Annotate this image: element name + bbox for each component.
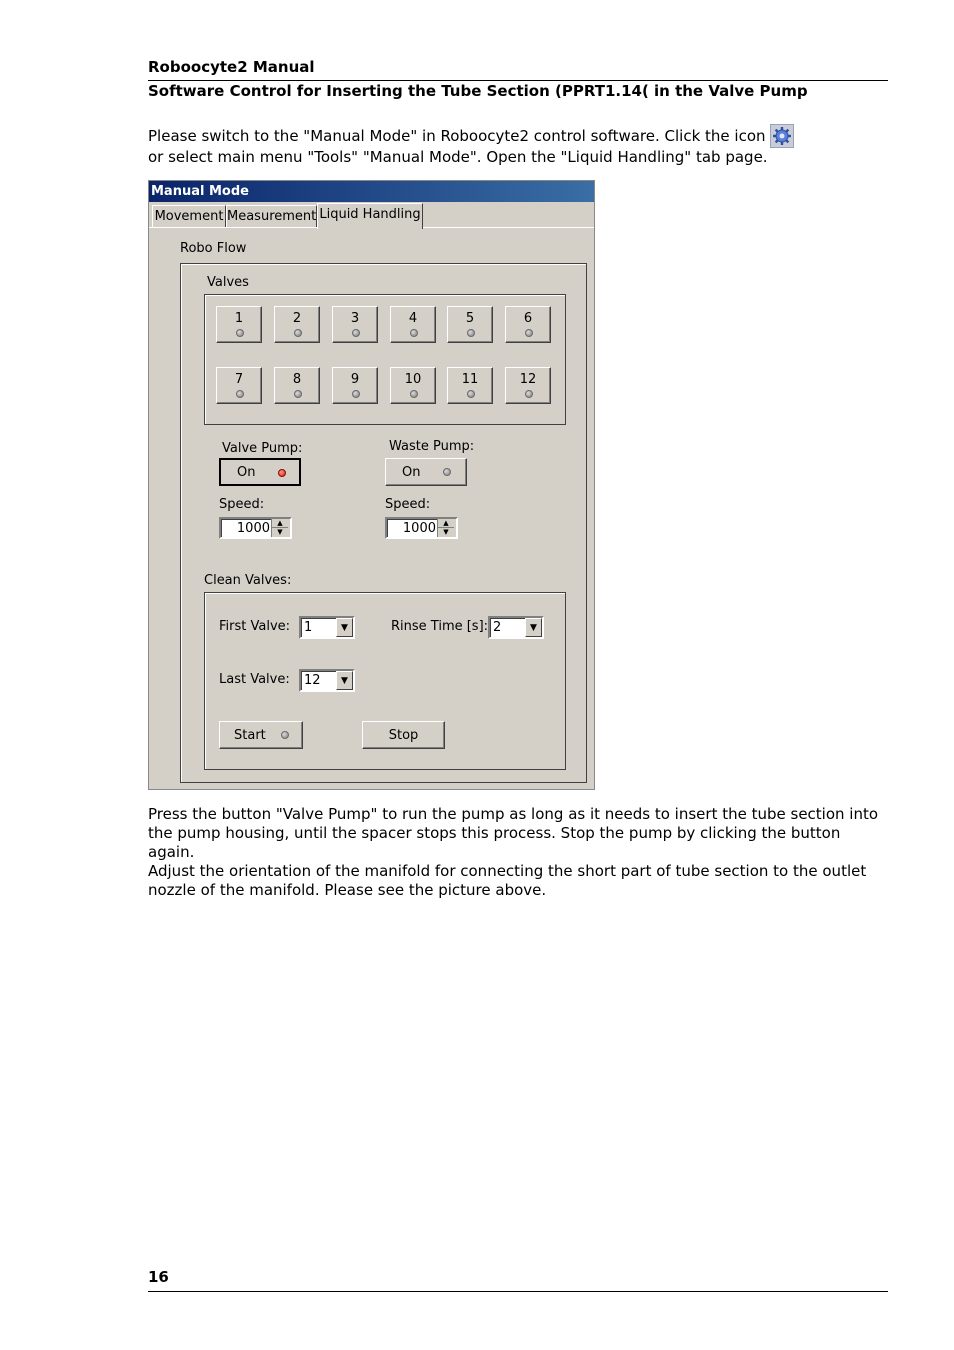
valve-led-icon xyxy=(294,390,302,398)
spin-down-icon[interactable]: ▼ xyxy=(443,528,449,536)
instructions-line-3: Adjust the orientation of the manifold for connecting the short part of tube section to the outlet xyxy=(148,862,867,880)
valve-button-7[interactable] xyxy=(216,367,262,404)
spin-up-icon[interactable]: ▲ xyxy=(438,519,454,528)
start-led-icon xyxy=(281,731,289,739)
valve-led-icon xyxy=(467,329,475,337)
stop-button[interactable] xyxy=(362,721,445,749)
header-rule xyxy=(148,80,888,81)
valves-label: Valves xyxy=(207,275,249,290)
spin-up-icon[interactable]: ▲ xyxy=(272,519,288,528)
valve-button-12[interactable] xyxy=(505,367,551,404)
valve-number: 1 xyxy=(234,311,244,326)
valve-led-icon xyxy=(352,329,360,337)
intro-line-2: or select main menu "Tools" "Manual Mode". Open the "Liquid Handling" tab page. xyxy=(148,148,768,166)
valve-pump-speed-label: Speed: xyxy=(219,497,265,512)
valve-pump-button[interactable] xyxy=(219,458,301,486)
stop-button-label: Stop xyxy=(388,727,419,743)
chevron-down-icon[interactable]: ▼ xyxy=(336,618,353,637)
valve-button-11[interactable] xyxy=(447,367,493,404)
valve-led-icon xyxy=(294,329,302,337)
section-title: Software Control for Inserting the Tube Section (PPRT1.14( in the Valve Pump xyxy=(148,82,808,100)
valve-button-2[interactable] xyxy=(274,306,320,343)
valve-number: 2 xyxy=(292,311,302,326)
start-button[interactable] xyxy=(219,721,303,749)
spin-down-icon[interactable]: ▼ xyxy=(277,528,283,536)
valve-pump-led-icon xyxy=(278,469,286,477)
instructions-paragraph xyxy=(148,805,888,900)
instructions-line-2: the pump housing, until the spacer stops this process. Stop the pump by clicking the button again. xyxy=(148,824,841,861)
valve-pump-button-label: On xyxy=(237,464,256,480)
last-valve-select[interactable] xyxy=(299,669,355,692)
valve-button-4[interactable] xyxy=(390,306,436,343)
clean-valves-label: Clean Valves: xyxy=(204,573,292,588)
manual-mode-gear-icon xyxy=(770,124,794,148)
valve-number: 4 xyxy=(408,311,418,326)
instructions-line-1: Press the button "Valve Pump" to run the pump as long as it needs to insert the tube section into xyxy=(148,805,879,823)
valve-number: 7 xyxy=(234,372,244,387)
footer-rule xyxy=(148,1291,888,1292)
valve-led-icon xyxy=(467,390,475,398)
chevron-down-icon[interactable]: ▼ xyxy=(525,618,542,637)
page-number: 16 xyxy=(148,1268,169,1286)
rinse-time-label: Rinse Time [s]: xyxy=(391,619,489,634)
valve-led-icon xyxy=(525,329,533,337)
valve-pump-speed-value: 1000 xyxy=(236,521,270,536)
valve-number: 5 xyxy=(465,311,475,326)
valve-number: 10 xyxy=(404,372,422,387)
rinse-time-select[interactable] xyxy=(488,616,544,639)
valve-button-5[interactable] xyxy=(447,306,493,343)
waste-pump-button-label: On xyxy=(402,464,421,480)
waste-pump-led-icon xyxy=(443,468,451,476)
waste-pump-button[interactable] xyxy=(385,458,467,486)
valve-button-10[interactable] xyxy=(390,367,436,404)
waste-pump-speed-spinner[interactable] xyxy=(385,517,458,539)
chevron-down-icon[interactable]: ▼ xyxy=(336,671,353,690)
window-titlebar: Manual Mode xyxy=(149,181,594,202)
valve-led-icon xyxy=(410,390,418,398)
valve-led-icon xyxy=(352,390,360,398)
tab-measurement[interactable]: Measurement xyxy=(226,205,317,227)
manual-mode-window xyxy=(148,180,595,790)
valve-led-icon xyxy=(410,329,418,337)
valve-number: 3 xyxy=(350,311,360,326)
valve-button-9[interactable] xyxy=(332,367,378,404)
tab-movement[interactable]: Movement xyxy=(152,205,226,227)
intro-paragraph xyxy=(148,124,888,167)
valve-led-icon xyxy=(525,390,533,398)
valve-number: 11 xyxy=(461,372,479,387)
valve-pump-speed-spinner[interactable] xyxy=(219,517,292,539)
waste-pump-label: Waste Pump: xyxy=(389,439,475,454)
rinse-time-value: 2 xyxy=(493,620,502,635)
valve-button-6[interactable] xyxy=(505,306,551,343)
last-valve-value: 12 xyxy=(304,673,321,688)
valve-number: 6 xyxy=(523,311,533,326)
manual-title: Roboocyte2 Manual xyxy=(148,58,315,76)
valve-button-8[interactable] xyxy=(274,367,320,404)
valve-number: 12 xyxy=(519,372,537,387)
last-valve-label: Last Valve: xyxy=(219,672,290,687)
first-valve-value: 1 xyxy=(304,620,313,635)
first-valve-label: First Valve: xyxy=(219,619,291,634)
tab-liquid-handling[interactable]: Liquid Handling xyxy=(317,203,423,229)
instructions-line-4: nozzle of the manifold. Please see the picture above. xyxy=(148,881,547,899)
valve-button-3[interactable] xyxy=(332,306,378,343)
valve-number: 8 xyxy=(292,372,302,387)
first-valve-select[interactable] xyxy=(299,616,355,639)
robo-flow-label: Robo Flow xyxy=(180,241,247,256)
valve-button-1[interactable] xyxy=(216,306,262,343)
intro-line-1: Please switch to the "Manual Mode" in Roboocyte2 control software. Click the icon xyxy=(148,127,766,145)
valve-led-icon xyxy=(236,329,244,337)
waste-pump-speed-value: 1000 xyxy=(402,521,436,536)
waste-pump-speed-label: Speed: xyxy=(385,497,431,512)
valve-number: 9 xyxy=(350,372,360,387)
valve-pump-label: Valve Pump: xyxy=(222,441,303,456)
start-button-label: Start xyxy=(234,727,266,743)
valve-led-icon xyxy=(236,390,244,398)
